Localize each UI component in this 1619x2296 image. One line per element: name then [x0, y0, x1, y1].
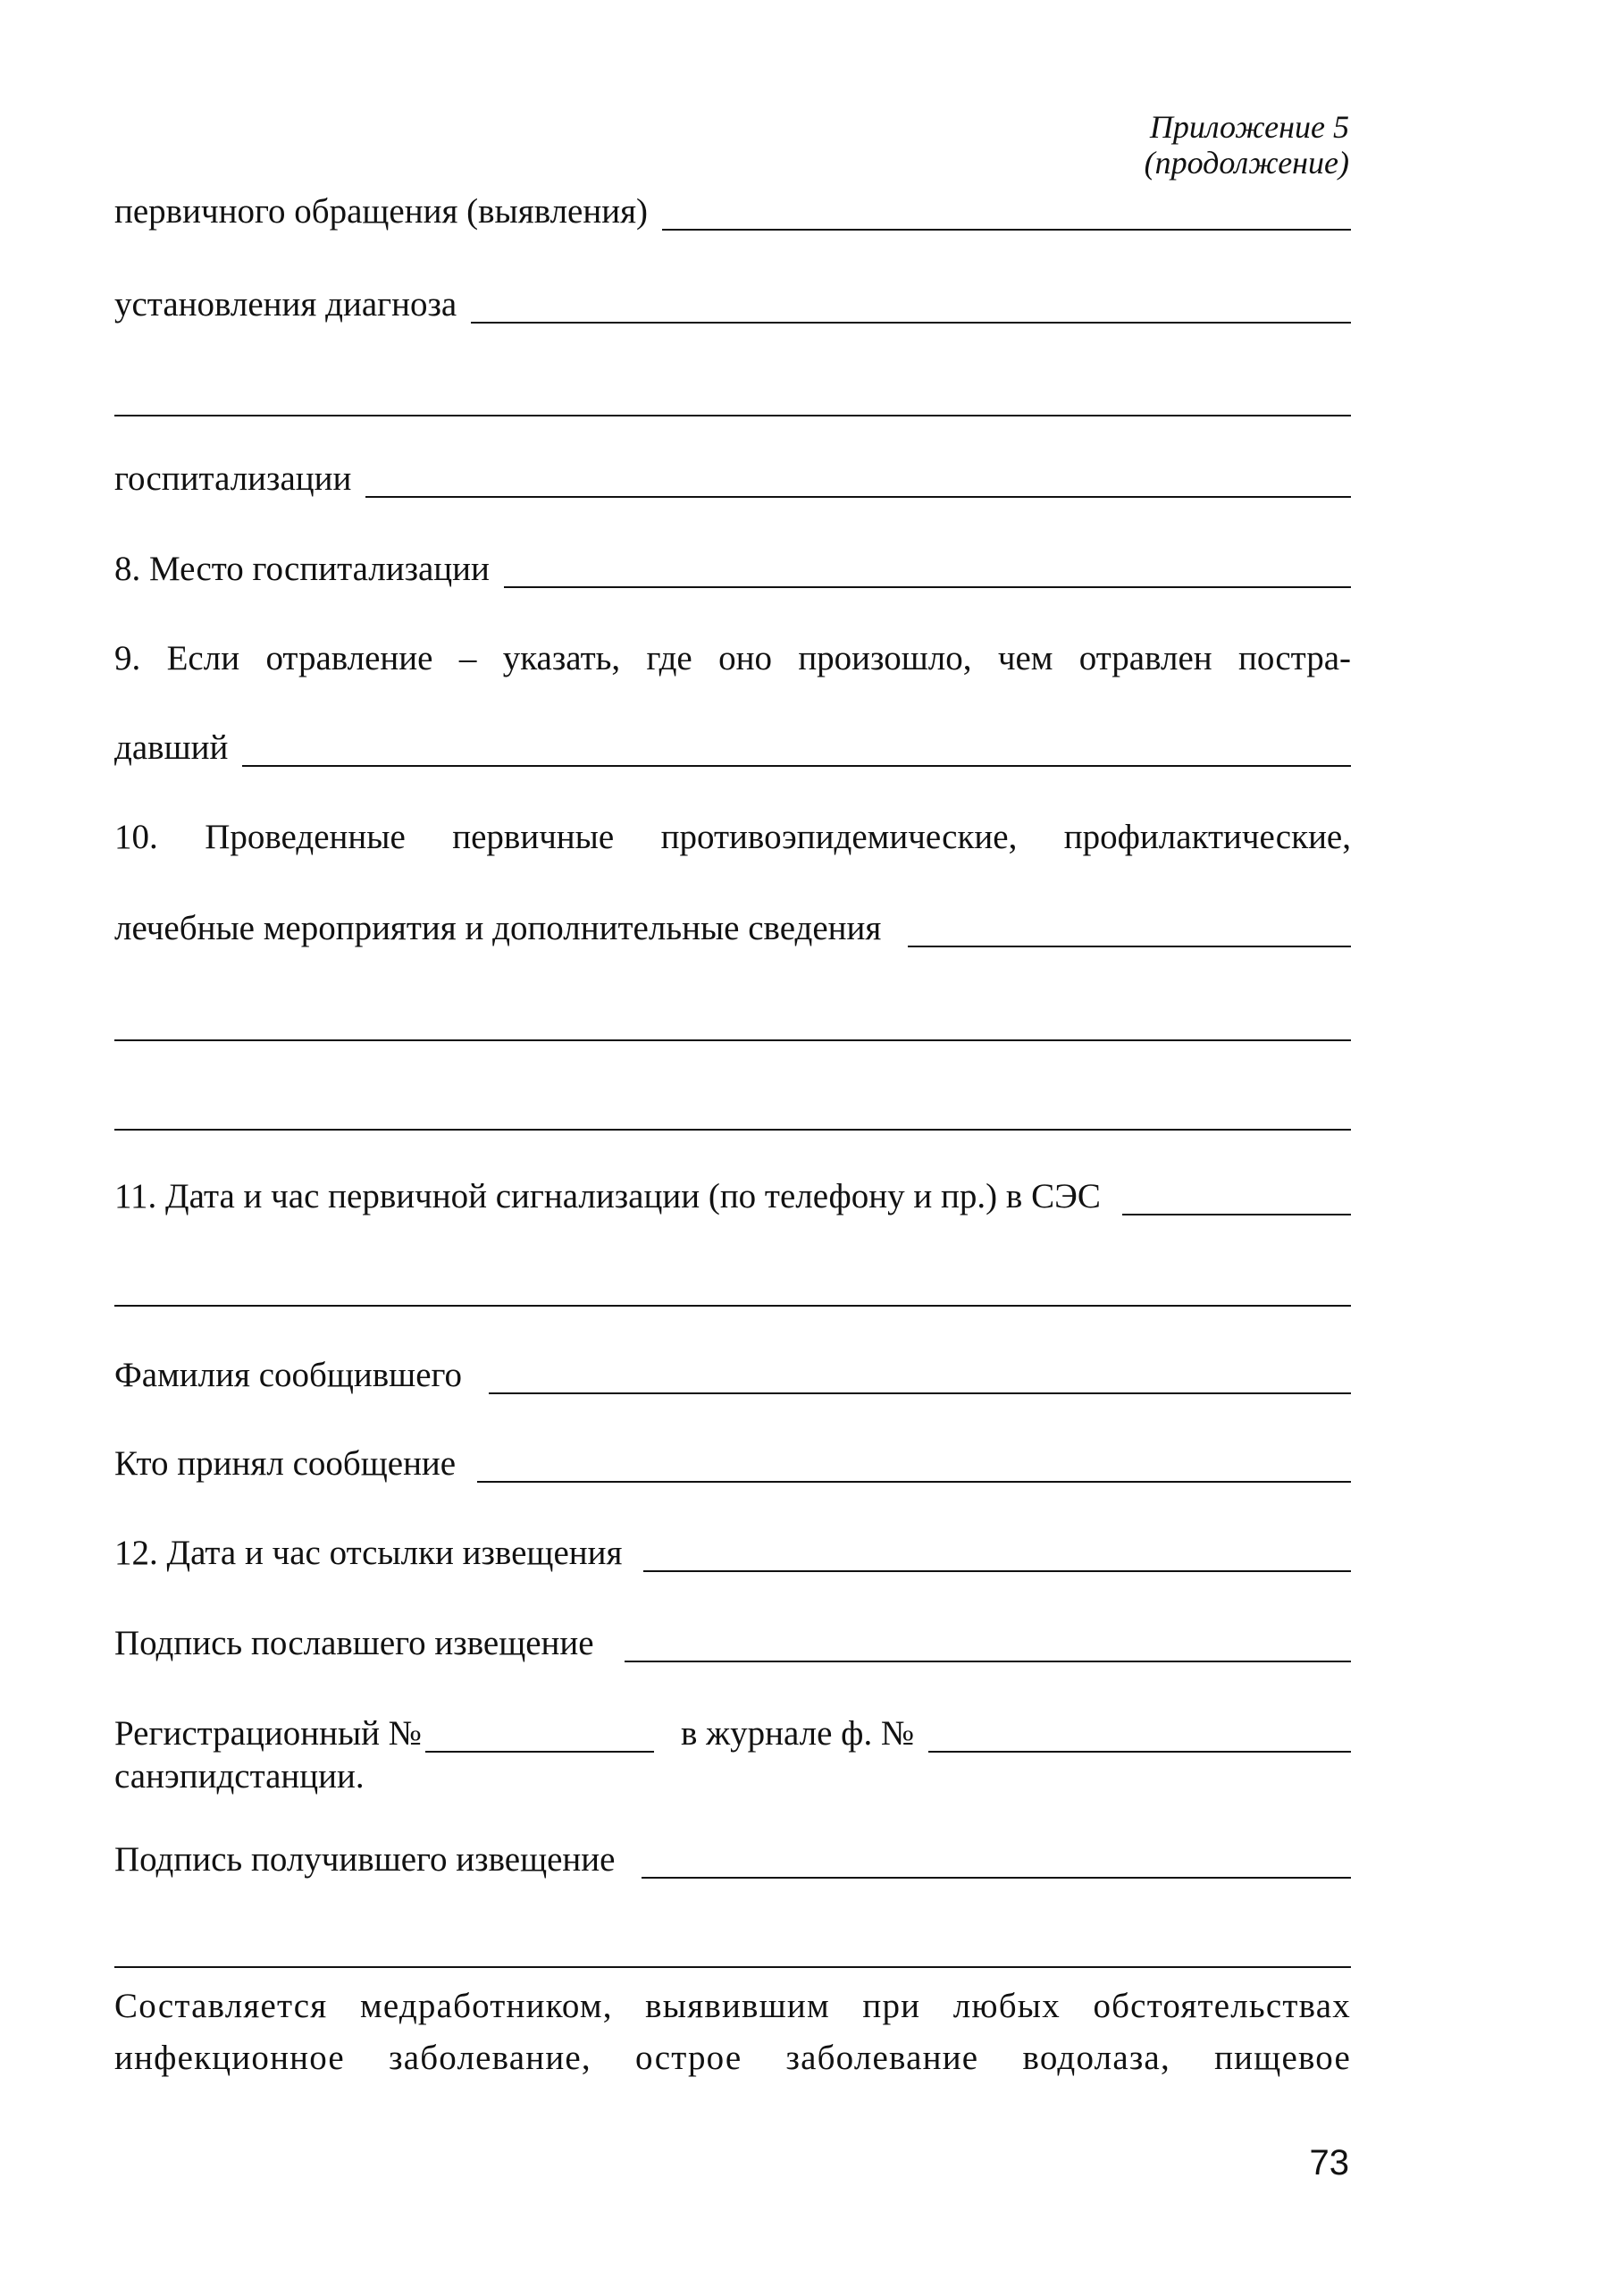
reporter-surname-field[interactable] [489, 1366, 1351, 1394]
receiver-signature-row [114, 1839, 1351, 1880]
footer-note-line1: Составляется медработником, выявившим при любых обстоятельствах [114, 1987, 1351, 2025]
sender-signature-row [114, 1623, 1351, 1664]
item8-label: 8. Место госпитализации [114, 550, 490, 588]
registration-row [114, 1713, 1351, 1754]
hospitalization-date-row [114, 458, 1351, 500]
item8-row [114, 549, 1351, 590]
item11-row [114, 1176, 1351, 1217]
appendix-header [1145, 109, 1349, 181]
journal-label: в журнале ф. № [681, 1714, 915, 1753]
registration-number-field[interactable] [425, 1724, 654, 1753]
item11-label: 11. Дата и час первичной сигнализации (по телефону и пр.) в СЭС [114, 1177, 1101, 1215]
item9-line2-label: давший [114, 728, 229, 767]
appendix-title: Приложение 5 [1149, 109, 1349, 145]
registration-label: Регистрационный № [114, 1714, 423, 1753]
receiver-signature-field[interactable] [642, 1850, 1351, 1879]
measures-extra-line-1[interactable] [114, 1039, 1351, 1041]
measures-extra-line-2[interactable] [114, 1129, 1351, 1131]
item9-row [114, 727, 1351, 769]
measures-field[interactable] [908, 919, 1351, 947]
received-by-field[interactable] [477, 1454, 1351, 1483]
primary-contact-label: первичного обращения (выявления) [114, 192, 649, 231]
journal-number-field[interactable] [928, 1724, 1351, 1753]
item12-label: 12. Дата и час отсылки извещения [114, 1534, 623, 1572]
appendix-subtitle: (продолжение) [1144, 145, 1349, 181]
received-by-label: Кто принял сообщение [114, 1444, 457, 1483]
poisoning-details-field[interactable] [242, 738, 1351, 767]
hospitalization-date-label: госпитализации [114, 459, 352, 498]
item10-line1: 10. Проведенные первичные противоэпидемические, профилактические, [114, 818, 1351, 856]
item10-row [114, 908, 1351, 949]
sender-signature-label: Подпись пославшего извещение [114, 1624, 594, 1662]
separator-line [114, 1966, 1351, 1968]
notice-sent-datetime-field[interactable] [643, 1543, 1351, 1572]
hospitalization-place-field[interactable] [504, 559, 1351, 588]
page-number: 73 [1309, 2143, 1349, 2182]
item12-row [114, 1533, 1351, 1574]
footer-note-line2: инфекционное заболевание, острое заболевание водолаза, пищевое [114, 2039, 1351, 2077]
item10-line2-label: лечебные мероприятия и дополнительные сведения [114, 909, 882, 947]
primary-contact-row [114, 191, 1351, 232]
received-by-row [114, 1443, 1351, 1484]
reporter-surname-label: Фамилия сообщившего [114, 1356, 463, 1394]
diagnosis-label: установления диагноза [114, 285, 457, 324]
registration-sub-label: санэпидстанции. [114, 1757, 365, 1796]
signal-extra-line[interactable] [114, 1305, 1351, 1307]
receiver-signature-label: Подпись получившего извещение [114, 1840, 616, 1879]
sender-signature-field[interactable] [625, 1634, 1351, 1662]
diagnosis-row [114, 284, 1351, 325]
diagnosis-extra-line[interactable] [114, 415, 1351, 416]
signal-datetime-field[interactable] [1122, 1187, 1351, 1215]
reporter-surname-row [114, 1355, 1351, 1396]
item9-line1: 9. Если отравление – указать, где оно произошло, чем отравлен постра- [114, 639, 1351, 677]
primary-contact-field[interactable] [662, 202, 1351, 231]
hospitalization-date-field[interactable] [365, 469, 1351, 498]
diagnosis-field[interactable] [471, 295, 1351, 324]
